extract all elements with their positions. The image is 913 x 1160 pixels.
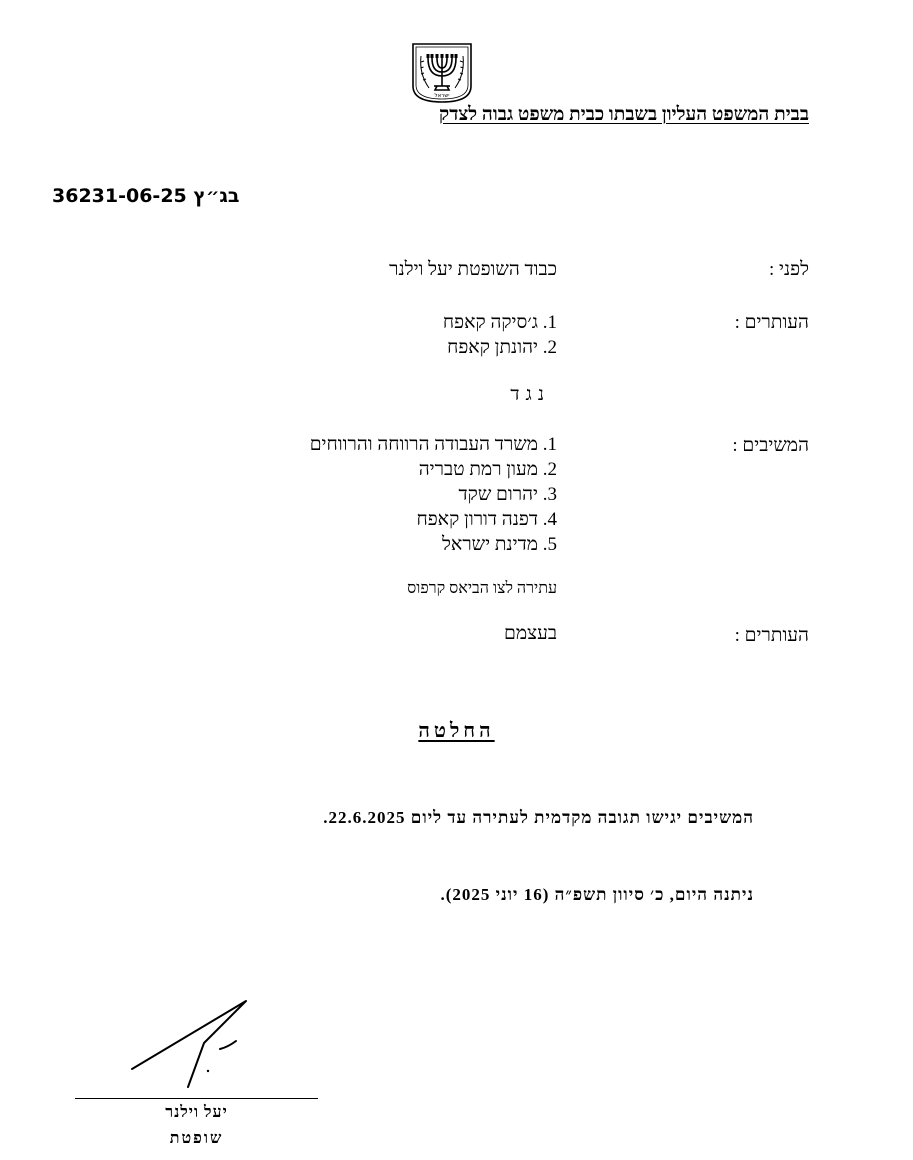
petition-type: עתירה לצו הביאס קרפוס [407, 580, 557, 597]
signer-name: יעל וילנר [165, 1104, 228, 1121]
signer-title: שופטת [169, 1130, 224, 1147]
emblem-caption: ישראל [434, 93, 450, 99]
judge-name: כבוד השופטת יעל וילנר [389, 259, 557, 280]
state-emblem-icon [411, 42, 473, 104]
signature-line [75, 1098, 318, 1099]
respondents-label: המשיבים : [732, 435, 809, 456]
respondent-5: 5. מדינת ישראל [442, 534, 557, 555]
petitioners-label: העותרים : [734, 312, 809, 333]
before-label: לפני : [768, 259, 809, 280]
appearance-value: בעצמם [504, 623, 557, 644]
decision-text: המשיבים יגישו תגובה מקדמית לעתירה עד ליום 22.6.2025. [323, 808, 754, 827]
respondent-3: 3. יהרום שקד [458, 484, 557, 505]
signature-icon [128, 997, 252, 1089]
appearance-label: העותרים : [734, 625, 809, 646]
versus-label: נגד [510, 384, 550, 405]
petitioner-2: 2. יהונתן קאפח [447, 337, 557, 358]
respondent-2: 2. מעון רמת טבריה [418, 459, 557, 480]
case-number: בג״ץ 36231-06-25 [52, 185, 240, 207]
respondent-4: 4. דפנה דורון קאפח [416, 509, 557, 530]
given-date: ניתנה היום, כ׳ סיוון תשפ״ה (16 יוני 2025). [440, 885, 754, 904]
decision-title: החלטה [418, 720, 495, 742]
respondent-1: 1. משרד העבודה הרווחה והרווחים [309, 434, 557, 455]
petitioner-1: 1. ג׳סיקה קאפח [442, 312, 557, 333]
court-title: בבית המשפט העליון בשבתו כבית משפט גבוה לצדק [439, 104, 809, 125]
